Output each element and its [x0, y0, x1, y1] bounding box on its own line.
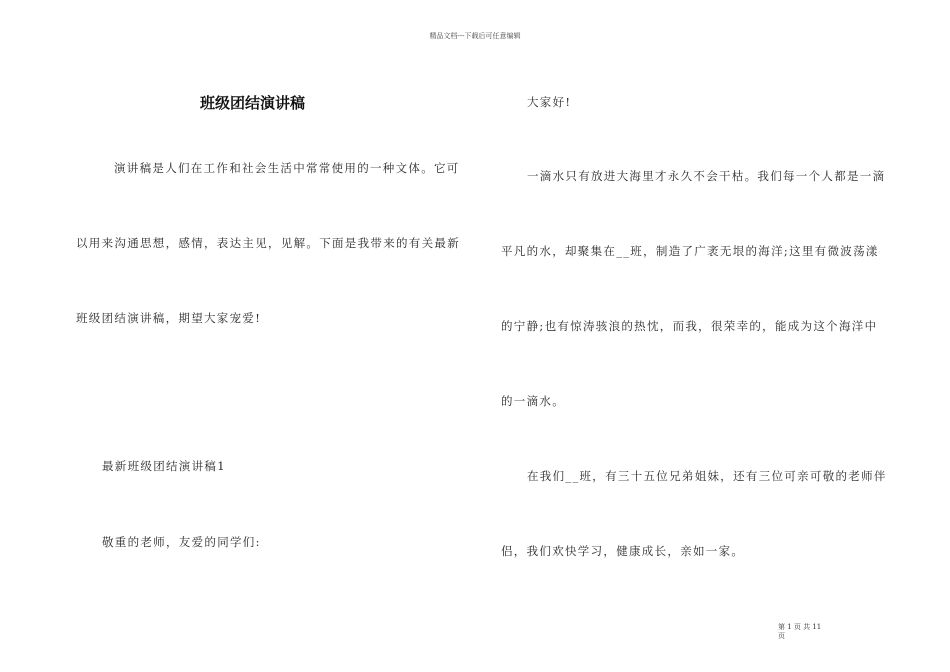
right-paragraph-line-4: 的一滴水。	[501, 394, 565, 408]
speech-subtitle: 最新班级团结演讲稿1	[102, 459, 226, 473]
right-paragraph-line-6: 侣，我们欢快学习，健康成长，亲如一家。	[501, 544, 745, 558]
salutation: 敬重的老师，友爱的同学们:	[102, 535, 261, 549]
right-paragraph-line-3: 的宁静;也有惊涛骇浪的热忱，而我，很荣幸的，能成为这个海洋中	[501, 319, 878, 333]
right-paragraph-line-2: 平凡的水，却聚集在__班，制造了广袤无垠的海洋;这里有微波荡漾	[501, 244, 879, 258]
page-number	[778, 623, 821, 641]
page-number-line-2: 页	[778, 632, 785, 640]
document-title: 班级团结演讲稿	[200, 94, 306, 112]
greeting: 大家好!	[527, 95, 572, 109]
right-paragraph-line-5: 在我们__班，有三十五位兄弟姐妹，还有三位可亲可敬的老师伴	[527, 469, 887, 483]
left-paragraph-line-1: 演讲稿是人们在工作和社会生活中常常使用的一种文体。它可	[114, 161, 460, 175]
right-paragraph-line-1: 一滴水只有放进大海里才永久不会干枯。我们每一个人都是一滴	[527, 169, 886, 183]
page-number-line-1: 第 1 页 共 11	[778, 623, 822, 631]
left-paragraph-line-3: 班级团结演讲稿，期望大家宠爱!	[76, 311, 262, 325]
page-header: 精品文档---下载后可任意编辑	[429, 32, 521, 40]
left-paragraph-line-2: 以用来沟通思想，感情，表达主见，见解。下面是我带来的有关最新	[76, 236, 460, 250]
